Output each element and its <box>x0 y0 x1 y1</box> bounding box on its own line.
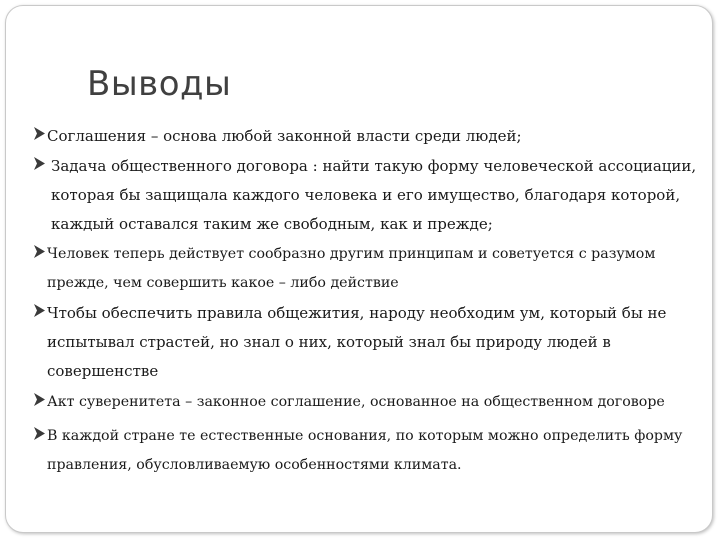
bullet-text: Акт суверенитета – законное соглашение, основанное на общественном договоре <box>47 394 665 410</box>
list-item <box>34 422 698 480</box>
bullet-text: В каждой стране те естественные основания, по которым можно определить форму правления, обусловливаемую особенностями климата. <box>47 428 683 473</box>
list-item <box>34 122 698 151</box>
list-item <box>34 299 698 386</box>
bullet-list <box>34 122 698 480</box>
bullet-text: Чтобы обеспечить правила общежития, народу необходим ум, который бы не испытывал страстей, но знал о них, который знал бы природу людей в совершенстве <box>47 304 667 380</box>
bullet-text: Соглашения – основа любой законной власти среди людей; <box>47 127 522 145</box>
slide <box>5 5 713 533</box>
slide-title: Выводы <box>87 64 232 104</box>
arrow-bullet-icon <box>34 393 45 406</box>
arrow-bullet-icon <box>34 127 45 140</box>
arrow-bullet-icon <box>34 157 45 170</box>
bullet-text: Человек теперь действует сообразно другим принципам и советуется с разумом прежде, чем совершить какое – либо действие <box>47 246 656 291</box>
arrow-bullet-icon <box>34 304 45 317</box>
arrow-bullet-icon <box>34 245 45 258</box>
list-item <box>34 388 698 417</box>
list-item <box>34 240 698 298</box>
arrow-bullet-icon <box>34 427 45 440</box>
bullet-text: Задача общественного договора : найти такую форму человеческой ассоциации, которая бы защищала каждого человека и его имущество, благодаря которой, каждый оставался таким же свободным, как и прежде; <box>51 157 697 233</box>
list-item <box>34 152 698 239</box>
